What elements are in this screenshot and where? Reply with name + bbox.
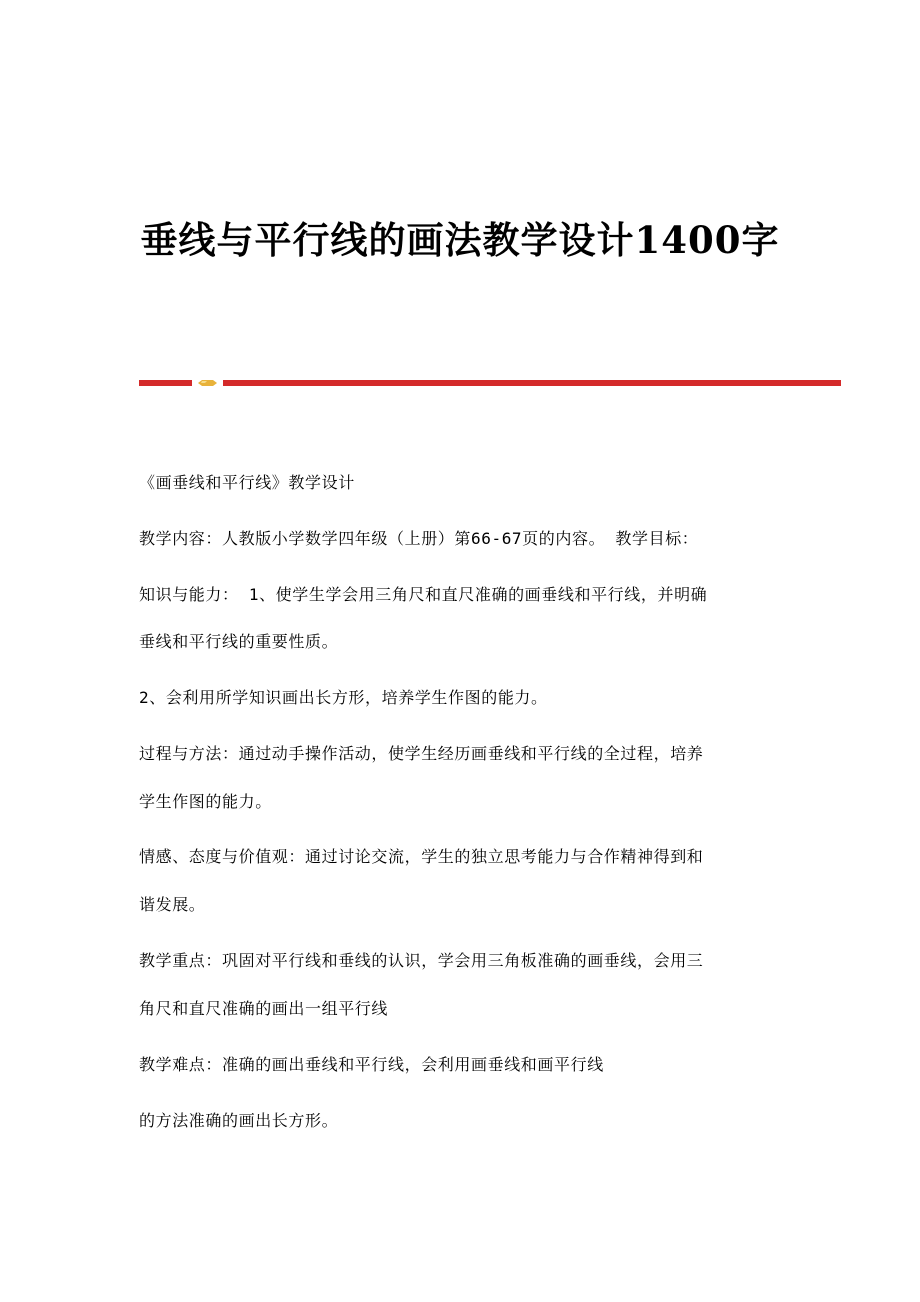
divider-ornament-icon — [197, 379, 218, 387]
title-divider-right — [223, 380, 841, 386]
body-line: 学生作图的能力。 — [139, 792, 272, 811]
title-divider-left — [139, 380, 192, 386]
body-line: 角尺和直尺准确的画出一组平行线 — [139, 999, 389, 1018]
body-line: 知识与能力： 1、使学生学会用三角尺和直尺准确的画垂线和平行线，并明确 — [139, 585, 708, 604]
body-line: 情感、态度与价值观：通过讨论交流，学生的独立思考能力与合作精神得到和 — [139, 847, 704, 866]
document-title: 垂线与平行线的画法教学设计1400字 — [140, 218, 780, 262]
body-line: 垂线和平行线的重要性质。 — [139, 632, 339, 651]
body-line: 谐发展。 — [139, 895, 206, 914]
body-line: 教学重点：巩固对平行线和垂线的认识，学会用三角板准确的画垂线，会用三 — [139, 951, 704, 970]
body-line: 教学难点：准确的画出垂线和平行线，会利用画垂线和画平行线 — [139, 1055, 604, 1074]
body-line: 教学内容：人教版小学数学四年级（上册）第66-67页的内容。 教学目标： — [139, 529, 699, 548]
body-line: 的方法准确的画出长方形。 — [139, 1111, 339, 1130]
body-line: 《画垂线和平行线》教学设计 — [139, 473, 355, 492]
body-line: 2、会利用所学知识画出长方形，培养学生作图的能力。 — [139, 688, 548, 707]
body-line: 过程与方法：通过动手操作活动，使学生经历画垂线和平行线的全过程，培养 — [139, 744, 704, 763]
